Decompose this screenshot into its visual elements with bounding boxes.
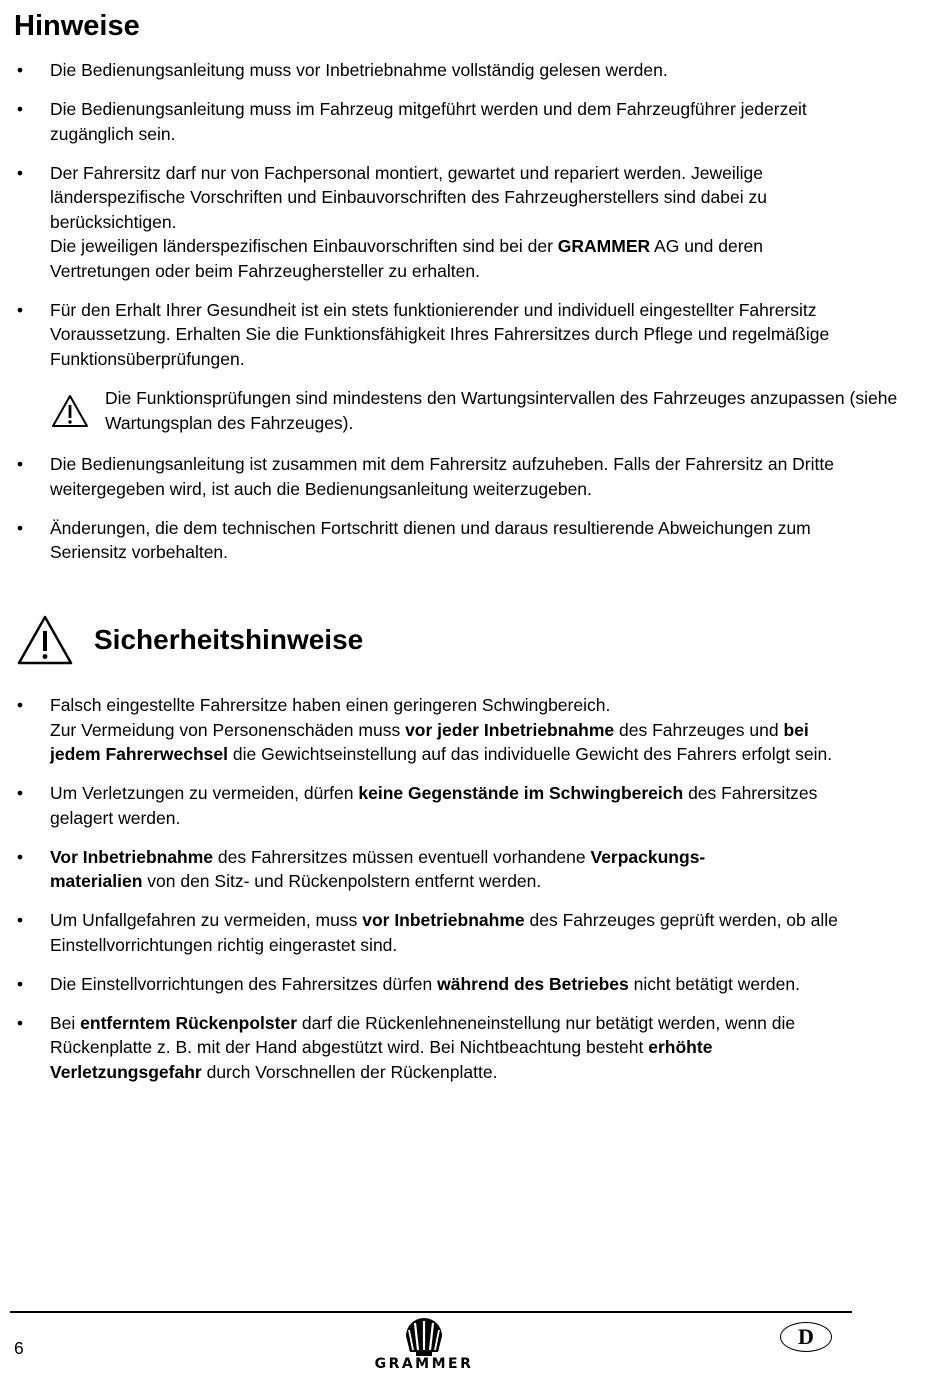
list-item (0, 58, 860, 83)
list-item (0, 693, 860, 767)
list-item-text: Zur Vermeidung von Personenschäden muss vor jeder Inbetriebnahme des Fahrzeuges und bei jedem Fahrerwechsel die Gewichtseinstellung auf das individuelle Gewicht des Fahrers erfolgt sein. (50, 719, 833, 764)
warning-triangle-icon (16, 614, 74, 666)
note-text: Die Funktionsprüfungen sind mindestens den Wartungsintervallen des Fahrzeuges anzupassen (siehe Wartungsplan des Fahrzeuges). (105, 388, 898, 433)
brand-name: GRAMMER (557, 236, 651, 256)
page-number: 6 (14, 1338, 24, 1358)
list-item (0, 452, 860, 501)
list-item-text: Um Unfallgefahren zu vermeiden, muss vor Inbetriebnahme des Fahrzeuges geprüft werden, ob alle Einstellvorrichtungen richtig eingerastet sind. (50, 910, 838, 955)
list-item (0, 972, 860, 997)
list-item (0, 516, 860, 565)
section-heading (16, 612, 363, 668)
list-item (0, 1011, 860, 1085)
section-title: Sicherheitshinweise (94, 624, 364, 655)
list-item-text: Bei entferntem Rückenpolster darf die Rückenlehneneinstellung nur betätigt werden, wenn die Rückenplatte z. B. mit der Hand abgestützt wird. Bei Nichtbeachtung besteht erhöhte Verletzungsgefahr durch Vorschnellen der Rückenplatte. (50, 1012, 796, 1082)
list-item-text: Änderungen, die dem technischen Fortschritt dienen und daraus resultierende Abweichungen zum Seriensitz vorbehalten. (50, 517, 811, 562)
bullet-icon: • (16, 454, 24, 474)
notes-list-continued (0, 452, 860, 579)
list-item-text: Der Fahrersitz darf nur von Fachpersonal montiert, gewartet und repariert werden. Jeweilige länderspezifische Vorschriften und Einbauvorschriften des Fahrzeugherstellers sind dabei zu berücksichtigen. (50, 162, 767, 232)
list-item (0, 908, 860, 957)
grammer-logo (368, 1318, 480, 1374)
list-item (0, 97, 860, 146)
bullet-icon: • (16, 99, 24, 119)
list-item (0, 845, 860, 894)
list-item-text: Die Bedienungsanleitung ist zusammen mit dem Fahrersitz aufzuheben. Falls der Fahrersitz an Dritte weitergegeben wird, ist auch die Bedienungsanleitung weiterzugeben. (50, 454, 834, 499)
grammer-emblem-icon (368, 1318, 480, 1358)
list-item-text: Falsch eingestellte Fahrersitze haben einen geringeren Schwingbereich. (50, 695, 611, 715)
list-item (0, 781, 860, 830)
footer-divider (10, 1311, 852, 1313)
bullet-icon: • (16, 60, 24, 80)
page-title: Hinweise (14, 10, 140, 42)
list-item-text: Um Verletzungen zu vermeiden, dürfen keine Gegenstände im Schwingbereich des Fahrersitzes gelagert werden. (50, 783, 818, 828)
bullet-icon: • (16, 517, 24, 538)
list-item-text: Die Bedienungsanleitung muss vor Inbetriebnahme vollständig gelesen werden. (50, 60, 668, 80)
notes-list (0, 58, 860, 383)
list-item-text: Die Einstellvorrichtungen des Fahrersitzes dürfen während des Betriebes nicht betätigt werden. (50, 973, 800, 994)
list-item-text: Die Bedienungsanleitung muss im Fahrzeug mitgeführt werden und dem Fahrzeugführer jederzeit zugänglich sein. (50, 99, 807, 144)
bullet-icon: • (16, 783, 24, 803)
list-item-text: Für den Erhalt Ihrer Gesundheit ist ein stets funktionierender und individuell eingestellter Fahrersitz Voraussetzung. Erhalten Sie die Funktionsfähigkeit Ihres Fahrersitzes durch Pflege und regelmäßige Funktionsüberprüfungen. (50, 299, 830, 369)
bullet-icon: • (16, 1012, 24, 1033)
list-item-text: Vor Inbetriebnahme des Fahrersitzes müssen eventuell vorhandene Verpackungs- materialien von den Sitz- und Rückenpolstern entfernt werden. (50, 846, 706, 891)
bullet-icon: • (16, 910, 24, 930)
list-item (0, 298, 860, 372)
warning-triangle-icon (51, 394, 89, 428)
brand-wordmark: GRAMMER (374, 1356, 474, 1372)
bullet-icon: • (16, 299, 24, 320)
safety-list (0, 693, 860, 1099)
bullet-icon: • (16, 695, 24, 715)
bullet-icon: • (16, 162, 24, 183)
bullet-icon: • (16, 973, 24, 994)
warning-note (0, 386, 950, 435)
list-item-text: Die jeweiligen länderspezifischen Einbauvorschriften sind bei der GRAMMER AG und deren Vertretungen oder beim Fahrzeughersteller zu erhalten. (50, 236, 764, 281)
list-item (0, 161, 860, 284)
language-badge: D (780, 1322, 832, 1352)
bullet-icon: • (16, 846, 24, 867)
